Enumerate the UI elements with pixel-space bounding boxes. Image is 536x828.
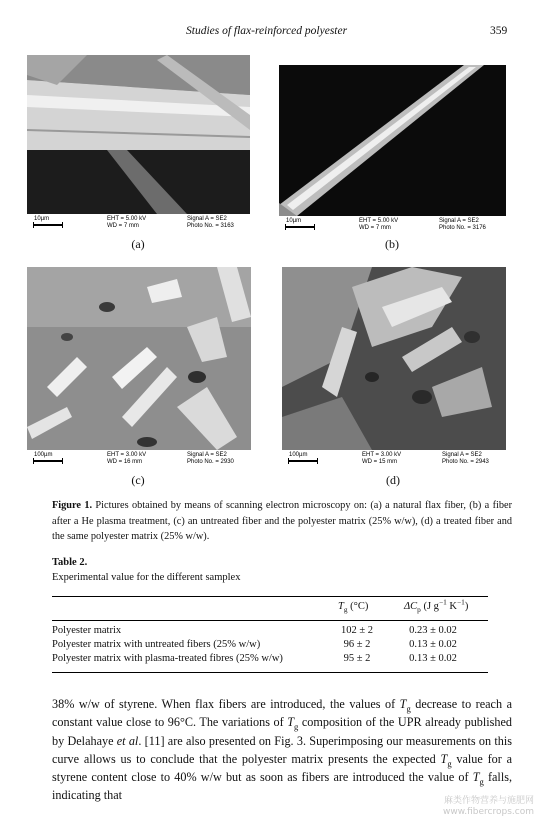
- eht-value: EHT = 5.00 kV: [359, 218, 399, 224]
- signal-value: Signal A = SE2: [442, 452, 482, 458]
- watermark-line-1: 麻类作物营养与施肥网: [443, 796, 534, 806]
- table-top-rule: [52, 596, 488, 597]
- eht-value: EHT = 3.00 kV: [107, 452, 147, 458]
- sem-panel-d: [282, 267, 506, 469]
- cp-subscript: p: [417, 605, 421, 615]
- scale-label: 100µm: [34, 452, 53, 458]
- panel-label-c: (c): [131, 473, 145, 487]
- wd-value: WD = 7 mm: [107, 223, 139, 229]
- scale-bar: [288, 460, 318, 462]
- sem-databar-c: [27, 450, 251, 469]
- watermark: [436, 796, 534, 818]
- tg-subscript: g: [294, 721, 299, 732]
- figure-caption: [52, 498, 512, 545]
- row-sample: Polyester matrix with plasma-treated fibres (25% w/w): [52, 653, 283, 664]
- page-number: 359: [490, 25, 508, 37]
- cp-unit-a: (J g: [423, 601, 439, 612]
- scale-label: 10µm: [286, 218, 302, 224]
- eht-value: EHT = 3.00 kV: [362, 452, 402, 458]
- body-text-5: . [11] are also presented on Fig. 3. Superimposing our measurements on this curve allows us to conclude that the polyester matrix presents the expected: [52, 733, 512, 766]
- running-header: [0, 25, 536, 41]
- row-tg: 95 ± 2: [343, 653, 371, 664]
- photo-number: Photo No. = 2943: [442, 459, 489, 465]
- row-cp: 0.13 ± 0.02: [409, 653, 457, 664]
- row-sample: Polyester matrix: [52, 625, 122, 636]
- table-mid-rule: [52, 620, 488, 621]
- tg-symbol: T: [338, 601, 344, 612]
- sem-databar-d: [282, 450, 506, 469]
- row-tg: 102 ± 2: [340, 625, 373, 636]
- cp-unit-b: K: [446, 601, 457, 612]
- body-text-et-al: et al: [116, 733, 139, 748]
- scale-bar: [33, 224, 63, 226]
- sem-panel-b: [279, 65, 506, 235]
- cp-sup1: −1: [438, 597, 447, 607]
- table-row: [0, 639, 536, 653]
- scale-label: 10µm: [34, 216, 50, 222]
- table-row: [0, 625, 536, 639]
- table-header-cp: [404, 597, 469, 615]
- cp-sup2: −1: [456, 597, 465, 607]
- table-title: Table 2.: [52, 557, 88, 568]
- sem-image-c: [27, 267, 251, 450]
- panel-label-a: (a): [131, 237, 145, 251]
- row-cp: 0.23 ± 0.02: [409, 625, 457, 636]
- row-sample: Polyester matrix with untreated fibers (25% w/w): [52, 639, 261, 650]
- figure-label: Figure 1.: [52, 500, 93, 511]
- scale-label: 100µm: [289, 452, 308, 458]
- scale-bar: [285, 226, 315, 228]
- signal-value: Signal A = SE2: [439, 218, 479, 224]
- signal-value: Signal A = SE2: [187, 216, 227, 222]
- body-text-1: 38% w/w of styrene. When flax fibers are introduced, the values of: [52, 697, 400, 711]
- body-text-6: value for a styrene content close to 40% w/w but as soon as fibers are introduced the value of: [52, 751, 512, 785]
- row-tg: 96 ± 2: [343, 639, 371, 650]
- row-cp: 0.13 ± 0.02: [409, 639, 457, 650]
- body-paragraph: [52, 695, 512, 805]
- photo-number: Photo No. = 2930: [187, 459, 234, 465]
- tg-subscript: g: [406, 703, 411, 714]
- sem-image-a: [27, 55, 250, 214]
- panel-label-d: (d): [386, 473, 400, 487]
- sem-panel-a: [27, 55, 250, 233]
- wd-value: WD = 16 mm: [107, 459, 143, 465]
- body-text-7: falls, indicating that: [52, 770, 512, 803]
- tg-subscript: g: [447, 758, 452, 769]
- eht-value: EHT = 5.00 kV: [107, 216, 147, 222]
- tg-symbol: T: [287, 715, 295, 730]
- watermark-line-2: www.fibercrops.com: [443, 807, 534, 817]
- table-header-tg: [338, 601, 369, 615]
- tg-unit: (°C): [350, 601, 369, 612]
- sem-image-d: [282, 267, 506, 450]
- sem-databar-b: [279, 216, 506, 235]
- figure-caption-text: Pictures obtained by means of scanning electron microscopy on: (a) a natural flax fiber, (b) a fiber after a He plasma treatment, (c) an untreated fiber and the polyester matrix (25% w/w), (d) a treated fiber and the same polyester matrix (25% w/w).: [52, 500, 513, 542]
- panel-label-b: (b): [385, 237, 399, 251]
- scale-bar: [33, 460, 63, 462]
- sem-databar-a: [27, 214, 250, 233]
- table-bottom-rule: [52, 672, 488, 673]
- table-subtitle: Experimental value for the different samplex: [52, 572, 241, 583]
- running-title: Studies of flax-reinforced polyester: [186, 25, 348, 37]
- tg-subscript: g: [343, 605, 348, 615]
- signal-value: Signal A = SE2: [187, 452, 227, 458]
- photo-number: Photo No. = 3163: [187, 223, 234, 229]
- tg-symbol: T: [399, 697, 407, 711]
- cp-close: ): [464, 601, 469, 612]
- cp-symbol: ΔC: [404, 601, 418, 612]
- wd-value: WD = 7 mm: [359, 225, 391, 231]
- tg-subscript: g: [479, 776, 484, 787]
- photo-number: Photo No. = 3176: [439, 225, 486, 231]
- body-text-3: composition of the UPR already published by Delahaye: [52, 715, 512, 748]
- sem-panel-c: [27, 267, 251, 469]
- body-text-2: decrease to reach a constant value close to 96°C. The variations of: [52, 697, 512, 730]
- wd-value: WD = 15 mm: [362, 459, 398, 465]
- tg-symbol: T: [472, 770, 480, 785]
- tg-symbol: T: [440, 751, 448, 766]
- sem-image-b: [279, 65, 506, 216]
- table-row: [0, 653, 536, 667]
